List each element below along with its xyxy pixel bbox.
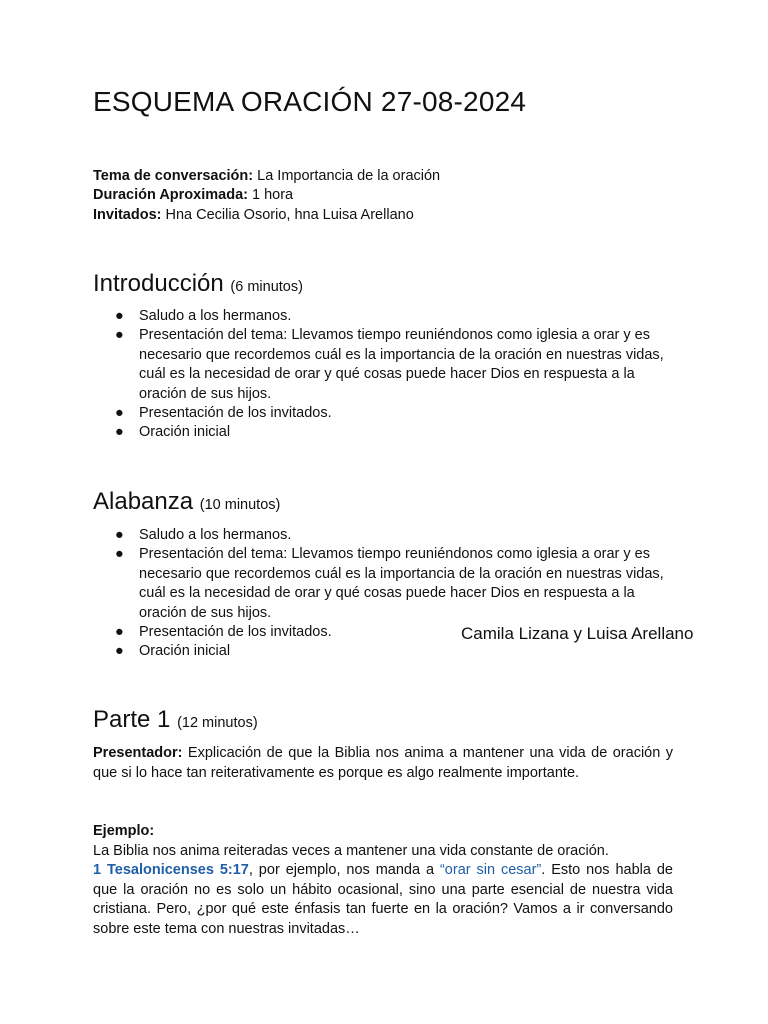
presenter-paragraph: [93, 744, 673, 783]
list-item-text: Oración inicial: [139, 643, 231, 660]
meta-invitados-label: Invitados:: [93, 206, 162, 223]
example-label: Ejemplo:: [93, 823, 155, 839]
bible-quote: “orar sin cesar”: [439, 862, 542, 878]
bullet-icon: ●: [115, 527, 124, 543]
list-item: [93, 404, 673, 423]
list-item-text: Saludo a los hermanos.: [139, 527, 292, 543]
presenter-text: Explicación de que la Biblia nos anima a mantener una vida de oración y que si lo hace tan reiterativamente es porque es algo realmente importante.: [93, 745, 673, 781]
section-duration: (6 minutos): [230, 279, 303, 295]
section-duration: (12 minutos): [177, 715, 258, 731]
meta-invitados-value: Hna Cecilia Osorio, hna Luisa Arellano: [161, 206, 414, 223]
list-item: [93, 545, 673, 623]
bullet-icon: ●: [115, 327, 124, 344]
meta-duracion-value: 1 hora: [247, 187, 294, 204]
bullet-icon: ●: [115, 405, 124, 422]
bullet-icon: ●: [115, 624, 124, 641]
section-title: Introducción: [93, 270, 224, 297]
list-item: [93, 642, 673, 661]
list-item: [93, 423, 673, 442]
bullet-icon: ●: [115, 308, 124, 324]
list-item-text: Presentación de los invitados.: [139, 624, 332, 641]
example-paragraph: [93, 861, 673, 939]
alabanza-note: Camila Lizana y Luisa Arellano: [461, 624, 694, 643]
list-item-text: Presentación de los invitados.: [139, 405, 332, 422]
list-item: [93, 526, 673, 545]
meta-block: [93, 167, 440, 225]
meta-duracion: [93, 186, 440, 205]
section-title: Alabanza: [93, 488, 194, 515]
list-item-text: Presentación del tema: Llevamos tiempo reuniéndonos como iglesia a orar y es necesario que recordemos cuál es la importancia de la oración en nuestras vidas, cuál es la necesidad de orar y qué cosas puede hacer Dios en respuesta a la oración de sus hijos.: [139, 546, 664, 621]
bullet-icon: ●: [115, 424, 124, 441]
list-item: [93, 307, 673, 326]
section-heading-parte-1: [93, 706, 258, 734]
example-text: . Esto nos habla de que la oración no es solo un hábito ocasional, sino una parte esencial de nuestra vida cristiana. Pero, ¿por qué este énfasis tan fuerte en la oración? Vamos a ir conversando sobre este tema con nuestras invitadas…: [93, 862, 673, 937]
meta-invitados: [93, 206, 440, 225]
list-item-text: Oración inicial: [139, 424, 231, 441]
list-item-text: Saludo a los hermanos.: [139, 308, 292, 324]
bible-reference-link[interactable]: 1 Tesalonicenses 5:17: [93, 862, 249, 878]
document-title: ESQUEMA ORACIÓN 27-08-2024: [93, 86, 527, 117]
list-item: [93, 326, 673, 404]
section-title: Parte 1: [93, 706, 171, 733]
meta-tema: [93, 167, 440, 186]
example-line: La Biblia nos anima reiteradas veces a mantener una vida constante de oración.: [93, 842, 609, 859]
section-duration: (10 minutos): [199, 497, 281, 513]
bullet-icon: ●: [115, 546, 124, 563]
section-heading-introduccion: [93, 270, 303, 298]
section-heading-alabanza: [93, 488, 280, 516]
meta-duracion-label: Duración Aproximada:: [93, 187, 248, 204]
presenter-label: Presentador:: [93, 745, 183, 761]
list-item-text: Presentación del tema: Llevamos tiempo reuniéndonos como iglesia a orar y es necesario que recordemos cuál es la importancia de la oración en nuestras vidas, cuál es la necesidad de orar y qué cosas puede hacer Dios en respuesta a la oración de sus hijos.: [139, 327, 664, 402]
introduccion-list: [93, 307, 673, 443]
bullet-icon: ●: [115, 643, 124, 660]
example-text: , por ejemplo, nos manda a: [248, 862, 440, 878]
meta-tema-value: La Importancia de la oración: [253, 168, 441, 184]
meta-tema-label: Tema de conversación:: [93, 168, 254, 184]
example-block: [93, 822, 673, 939]
